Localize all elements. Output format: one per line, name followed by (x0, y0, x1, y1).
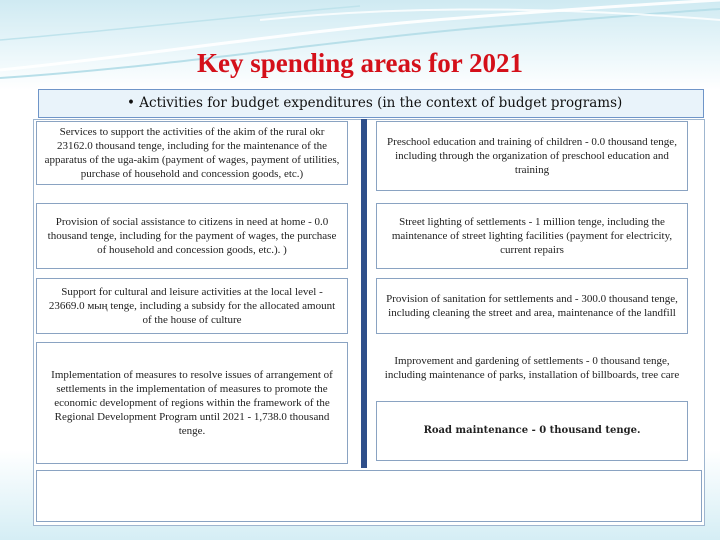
right-item-road-maintenance: Road maintenance - 0 thousand tenge. (376, 401, 688, 461)
slide-title: Key spending areas for 2021 (196, 48, 524, 78)
left-item-akim-services: Services to support the activities of the akim of the rural okr 23162.0 thousand tenge, including for the maintenance of the apparatus of the uga-akim (payment of wages, payment of utilities, purchase of household and concession goods, etc.) (36, 121, 348, 185)
left-item-cultural-support: Support for cultural and leisure activities at the local level - 23669.0 мың tenge, including a subsidy for the allocated amount of the house of culture (36, 278, 348, 334)
right-item-street-lighting: Street lighting of settlements - 1 million tenge, including the maintenance of street lighting facilities (payment for electricity, current repairs (376, 203, 688, 269)
column-divider (361, 119, 367, 468)
right-item-sanitation: Provision of sanitation for settlements and - 300.0 thousand tenge, including cleaning the street and area, maintenance of the landfill (376, 278, 688, 334)
left-item-settlement-arrangement: Implementation of measures to resolve issues of arrangement of settlements in the implementation of measures to promote the economic development of regions within the framework of the Regional Development Program until 2021 - 1,738.0 thousand tenge. (36, 342, 348, 464)
left-item-social-assistance: Provision of social assistance to citizens in need at home - 0.0 thousand tenge, including for the payment of wages, the purchase of household and concession goods, etc.). ) (36, 203, 348, 269)
right-item-preschool: Preschool education and training of children - 0.0 thousand tenge, including through the organization of preschool education and training (376, 121, 688, 191)
right-item-gardening: Improvement and gardening of settlements - 0 thousand tenge, including maintenance of parks, installation of billboards, tree care (376, 342, 688, 394)
slide-subtitle: • Activities for budget expenditures (in the context of budget programs) (38, 89, 704, 118)
empty-bottom-box (36, 470, 702, 522)
